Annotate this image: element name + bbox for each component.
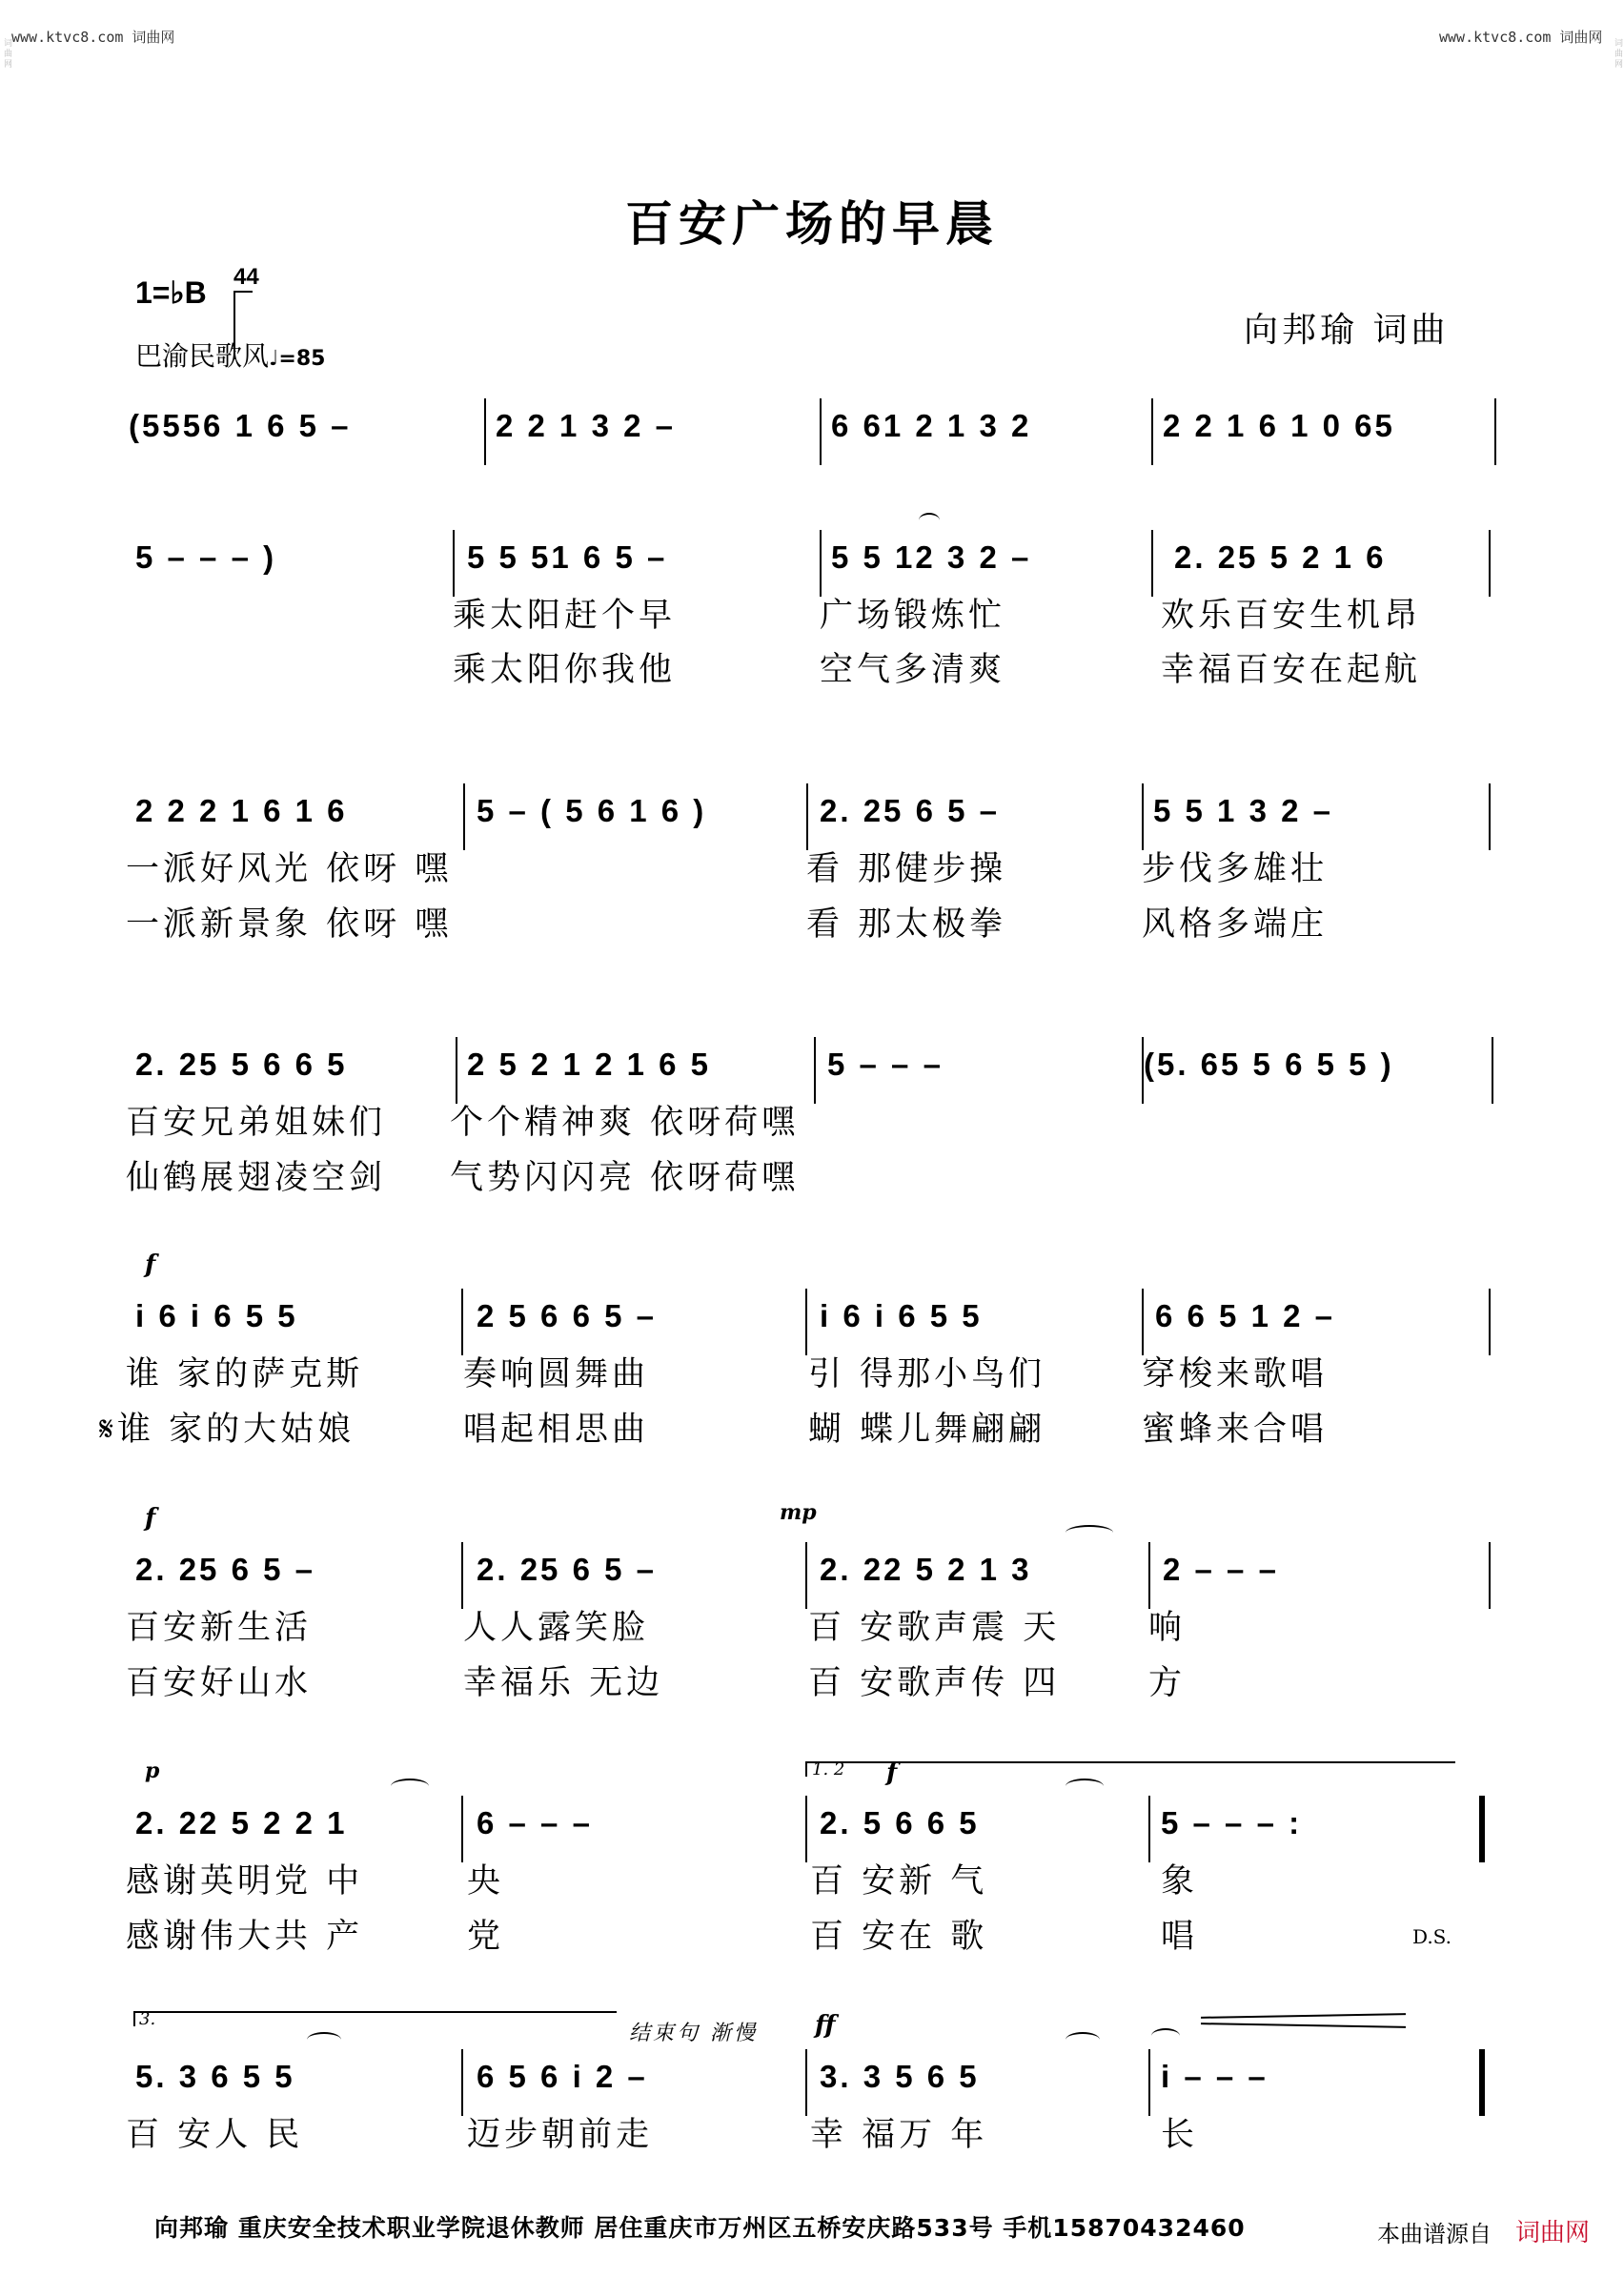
notes-row1-m4: 2. 25 5 2 1 6: [1174, 539, 1387, 575]
notes-row3-m3: 5 – – –: [827, 1047, 944, 1082]
lyric-row3-v2-m1: 仙鹤展翅凌空剑: [126, 1159, 387, 1197]
volta-bracket: [805, 1761, 1455, 1777]
barline: [484, 398, 486, 465]
author-info: 向邦瑜 重庆安全技术职业学院退休教师 居住重庆市万州区五桥安庆路533号 手机15870432460: [154, 2214, 1246, 2242]
notes-row7-m1: 5. 3 6 5 5: [135, 2059, 295, 2094]
notes-row2-m1: 2 2 2 1 6 1 6: [135, 793, 348, 828]
lyric-row6-v1-m4: 象: [1161, 1862, 1199, 1901]
lyric-row1-v1-m1: 乘太阳赶个早: [453, 597, 677, 635]
dynamic-mark-ff: ff: [815, 2011, 836, 2040]
source-label: 本曲谱源自: [1377, 2221, 1492, 2247]
notes-row6-m3: 2. 5 6 6 5: [820, 1805, 980, 1840]
lyric-row4-v2-m4: 蜜蜂来合唱: [1142, 1411, 1329, 1449]
notes-row5-m2: 2. 25 6 5 –: [477, 1552, 657, 1587]
notes-row6-m4: 5 – – – :: [1161, 1805, 1303, 1840]
lyric-row2-v1-m1: 一派好风光 依呀 嘿: [126, 850, 453, 888]
time-signature: 4 4: [233, 265, 259, 290]
repeat-end-barline: [1479, 1796, 1485, 1862]
lyric-row4-v2-m3: 蝴 蝶儿舞翩翩: [808, 1411, 1046, 1449]
slur: [1066, 1779, 1104, 1794]
notes-row7-m3: 3. 3 5 6 5: [820, 2059, 980, 2094]
barline: [1151, 398, 1153, 465]
lyric-row4-v1-m3: 引 得那小鸟们: [808, 1355, 1046, 1393]
watermark-left: 词曲网: [2, 38, 11, 70]
lyric-row2-v2-m1: 一派新景象 依呀 嘿: [126, 905, 453, 944]
notes-row6-m1: 2. 22 5 2 2 1: [135, 1805, 348, 1840]
barline: [1142, 1289, 1144, 1355]
lyric-row6-v1-m1: 感谢英明党 中: [126, 1862, 364, 1901]
final-barline: [1479, 2049, 1485, 2116]
notes-row0-m3: 6 61 2 1 3 2: [831, 408, 1032, 443]
site-url-left[interactable]: www.ktvc8.com 词曲网: [11, 29, 175, 46]
dynamic-mark: f: [145, 1504, 156, 1533]
lyric-row6-v1-m3: 百 安新 气: [810, 1862, 988, 1901]
song-title: 百安广场的早晨: [625, 195, 999, 252]
barline: [456, 1037, 457, 1104]
lyric-row4-v1-m1: 谁 家的萨克斯: [126, 1355, 364, 1393]
barline: [1148, 1796, 1150, 1862]
dynamic-mark-p: p: [145, 1759, 160, 1783]
lyric-row5-v1-m1: 百安新生活: [126, 1609, 313, 1647]
notes-row3-m4: (5. 65 5 6 5 5 ): [1144, 1047, 1394, 1082]
barline: [805, 1289, 807, 1355]
lyric-row3-v1-m1: 百安兄弟姐妹们: [126, 1104, 387, 1142]
notes-row1-m3: 5 5 12 3 2 –: [831, 539, 1032, 575]
lyric-row5-v2-m4: 方: [1148, 1664, 1187, 1702]
lyric-row5-v1-m4: 响: [1148, 1609, 1187, 1647]
notes-row0-m1: (5556 1 6 5 –: [129, 408, 352, 443]
notes-row1-m1: 5 – – – ): [135, 539, 277, 575]
watermark-right: 词曲网: [1613, 38, 1622, 70]
source-site-link[interactable]: 词曲网: [1515, 2219, 1591, 2247]
decrescendo-line: [1201, 2023, 1406, 2028]
lyric-row4-v2-m1: 𝄋谁 家的大姑娘: [99, 1411, 355, 1449]
notes-row4-m1: i 6 i 6 5 5: [135, 1298, 298, 1333]
notes-row2-m4: 5 5 1 3 2 –: [1153, 793, 1333, 828]
barline: [1489, 530, 1491, 597]
slur: [391, 1779, 429, 1794]
lyric-row2-v1-m2: 看 那健步操: [806, 850, 1007, 888]
style-tempo: 巴渝民歌风♩=85: [135, 340, 326, 372]
barline: [461, 1796, 463, 1862]
lyric-row5-v2-m1: 百安好山水: [126, 1664, 313, 1702]
notes-row0-m4: 2 2 1 6 1 0 65: [1163, 408, 1395, 443]
lyric-row2-v2-m2: 看 那太极拳: [806, 905, 1007, 944]
notes-row5-m1: 2. 25 6 5 –: [135, 1552, 315, 1587]
slur: [1066, 1525, 1113, 1540]
lyric-row1-v2-m2: 空气多清爽: [820, 651, 1006, 689]
barline: [1151, 530, 1153, 597]
lyric-row1-v1-m2: 广场锻炼忙: [820, 597, 1006, 635]
fermata: [1151, 2028, 1180, 2043]
lyric-row7-m2: 迈步朝前走: [467, 2116, 654, 2154]
barline: [1489, 1542, 1491, 1609]
notes-row3-m1: 2. 25 5 6 6 5: [135, 1047, 348, 1082]
barline: [1494, 398, 1496, 465]
notes-row2-m3: 2. 25 6 5 –: [820, 793, 1000, 828]
barline: [1148, 2049, 1150, 2116]
lyric-row6-v2-m2: 党: [467, 1918, 505, 1956]
notes-row5-m3: 2. 22 5 2 1 3: [820, 1552, 1032, 1587]
notes-row2-m2: 5 – ( 5 6 1 6 ): [477, 793, 707, 828]
notes-row5-m4: 2 – – –: [1163, 1552, 1279, 1587]
lyric-row4-v2-m2: 唱起相思曲: [463, 1411, 650, 1449]
lyric-row1-v2-m3: 幸福百安在起航: [1161, 651, 1422, 689]
lyric-row3-v1-m2: 个个精神爽 依呀荷嘿: [450, 1104, 800, 1142]
barline: [453, 530, 455, 597]
notes-row0-m2: 2 2 1 3 2 –: [496, 408, 676, 443]
lyric-row1-v2-m1: 乘太阳你我他: [453, 651, 677, 689]
lyric-row1-v1-m3: 欢乐百安生机昂: [1161, 597, 1422, 635]
site-url-right[interactable]: www.ktvc8.com 词曲网: [1439, 29, 1603, 46]
slur: [919, 513, 940, 528]
barline: [461, 1289, 463, 1355]
lyric-row7-m1: 百 安人 民: [126, 2116, 304, 2154]
lyric-row5-v1-m2: 人人露笑脸: [463, 1609, 650, 1647]
barline: [806, 783, 808, 850]
volta-label: 3.: [139, 2009, 156, 2029]
lyric-row2-v1-m3: 步伐多雄壮: [1142, 850, 1329, 888]
lyric-row3-v2-m2: 气势闪闪亮 依呀荷嘿: [450, 1159, 800, 1197]
barline: [1148, 1542, 1150, 1609]
slur: [1066, 2032, 1100, 2047]
notes-row1-m2: 5 5 51 6 5 –: [467, 539, 668, 575]
barline: [1142, 783, 1144, 850]
barline: [463, 783, 465, 850]
notes-row7-m2: 6 5 6 i 2 –: [477, 2059, 648, 2094]
barline: [820, 398, 822, 465]
barline: [461, 1542, 463, 1609]
lyric-row7-m3: 幸 福万 年: [810, 2116, 988, 2154]
lyric-row6-v2-m3: 百 安在 歌: [810, 1918, 988, 1956]
dal-segno-mark: D.S.: [1412, 1925, 1452, 1948]
barline: [461, 2049, 463, 2116]
notes-row6-m2: 6 – – –: [477, 1805, 593, 1840]
barline: [1489, 783, 1491, 850]
dynamic-mark: f: [145, 1250, 156, 1279]
lyric-row7-m4: 长: [1161, 2116, 1199, 2154]
notes-row7-m4: i – – –: [1161, 2059, 1269, 2094]
decrescendo-line: [1201, 2013, 1406, 2019]
volta-label: 1. 2: [812, 1759, 845, 1779]
lyric-row6-v1-m2: 央: [467, 1862, 505, 1901]
notes-row3-m2: 2 5 2 1 2 1 6 5: [467, 1047, 712, 1082]
notes-row4-m2: 2 5 6 6 5 –: [477, 1298, 657, 1333]
dynamic-mark-f: f: [886, 1759, 898, 1787]
lyric-row4-v1-m2: 奏响圆舞曲: [463, 1355, 650, 1393]
slur: [307, 2032, 341, 2047]
lyric-row5-v1-m3: 百 安歌声震 天: [808, 1609, 1061, 1647]
barline: [805, 1796, 807, 1862]
lyric-row5-v2-m2: 幸福乐 无边: [463, 1664, 664, 1702]
dynamic-mark-mp: mp: [780, 1500, 817, 1525]
notes-row4-m4: 6 6 5 1 2 –: [1155, 1298, 1335, 1333]
key-signature: 1=♭B: [135, 275, 207, 310]
lyric-row4-v1-m4: 穿梭来歌唱: [1142, 1355, 1329, 1393]
notes-row4-m3: i 6 i 6 5 5: [820, 1298, 983, 1333]
author: 向邦瑜 词曲: [1244, 311, 1450, 350]
barline: [814, 1037, 816, 1104]
barline: [805, 1542, 807, 1609]
lyric-row6-v2-m4: 唱: [1161, 1918, 1199, 1956]
expression-mark: 结束句 渐慢: [629, 2022, 758, 2045]
lyric-row2-v2-m3: 风格多端庄: [1142, 905, 1329, 944]
barline: [1492, 1037, 1493, 1104]
lyric-row5-v2-m3: 百 安歌声传 四: [808, 1664, 1061, 1702]
lyric-row6-v2-m1: 感谢伟大共 产: [126, 1918, 364, 1956]
barline: [1489, 1289, 1491, 1355]
volta-bracket: [133, 2011, 617, 2026]
barline: [1142, 1037, 1144, 1104]
barline: [805, 2049, 807, 2116]
barline: [820, 530, 822, 597]
